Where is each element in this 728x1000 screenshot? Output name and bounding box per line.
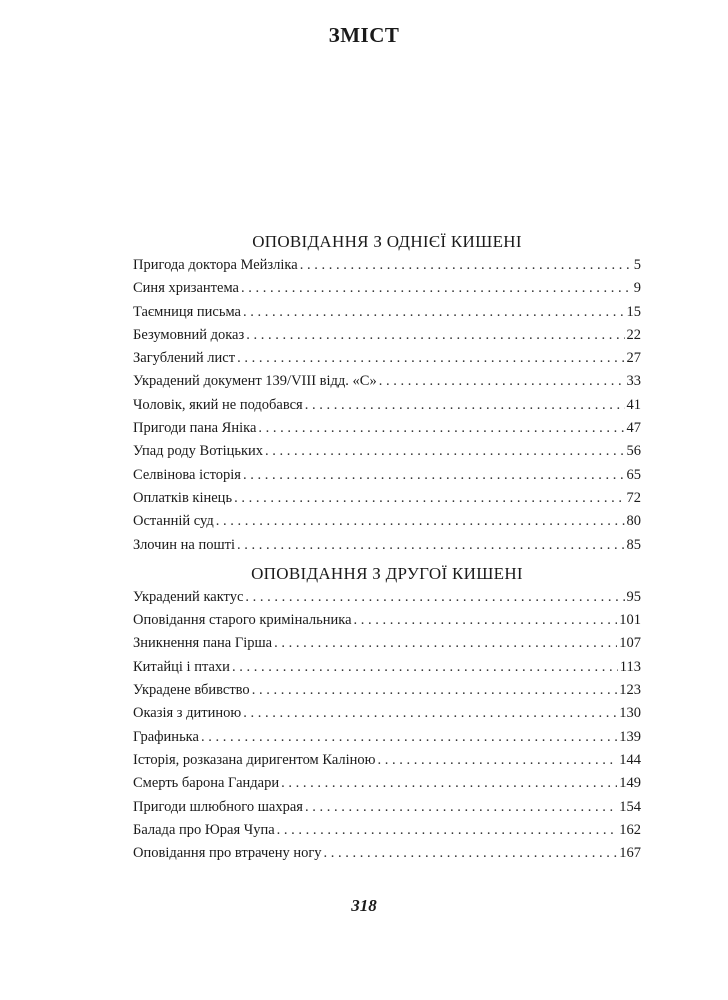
dot-leader — [232, 656, 618, 679]
toc-entry-page-number: 65 — [626, 466, 641, 483]
dot-leader — [265, 440, 624, 463]
toc-entry-page-number: 41 — [626, 396, 641, 413]
toc-entry[interactable] — [133, 656, 641, 679]
toc-entry-page-number: 154 — [619, 798, 641, 815]
toc-entry-title: Злочин на пошті — [133, 536, 235, 553]
toc-entry-title: Украдений документ 139/VIII відд. «С» — [133, 373, 377, 390]
toc-entry[interactable] — [133, 324, 641, 347]
toc-entry-page-number: 123 — [619, 682, 641, 699]
toc-entry-title: Смерть барона Гандари — [133, 775, 280, 792]
toc-entry-title: Китайці і птахи — [133, 658, 230, 675]
dot-leader — [274, 632, 617, 655]
dot-leader — [281, 772, 617, 795]
dot-leader — [243, 464, 625, 487]
dot-leader — [246, 324, 624, 347]
toc-entry[interactable] — [133, 586, 641, 609]
toc-entry[interactable] — [133, 510, 641, 533]
dot-leader — [305, 796, 617, 819]
dot-leader — [201, 726, 617, 749]
dot-leader — [243, 301, 625, 324]
toc-entry-page-number: 101 — [619, 612, 641, 629]
dot-leader — [237, 534, 625, 557]
toc-entry[interactable] — [133, 842, 641, 865]
toc-entry-title: Історія, розказана диригентом Каліною — [133, 751, 376, 768]
toc-entry[interactable] — [133, 796, 641, 819]
toc-entry-title: Оповідання старого кримінальника — [133, 612, 352, 629]
dot-leader — [243, 702, 617, 725]
dot-leader — [237, 347, 624, 370]
toc-entry[interactable] — [133, 772, 641, 795]
dot-leader — [354, 609, 618, 632]
toc-entry[interactable] — [133, 702, 641, 725]
dot-leader — [245, 586, 624, 609]
toc-entry[interactable] — [133, 370, 641, 393]
toc-entry[interactable] — [133, 277, 641, 300]
toc-entry-page-number: 27 — [626, 350, 641, 367]
dot-leader — [300, 254, 632, 277]
toc-entry-title: Останній суд — [133, 513, 214, 530]
toc-entry-title: Украдений кактус — [133, 588, 244, 605]
toc-entry[interactable] — [133, 632, 641, 655]
page-number: 318 — [351, 896, 377, 915]
section-heading-second: ОПОВІДАННЯ З ДРУГОЇ КИШЕНІ — [251, 563, 523, 583]
toc-entry-title: Синя хризантема — [133, 280, 239, 297]
toc-entry-page-number: 9 — [633, 280, 641, 297]
toc-entry-page-number: 149 — [619, 775, 641, 792]
dot-leader — [258, 417, 624, 440]
dot-leader — [324, 842, 618, 865]
toc-entry-page-number: 56 — [626, 443, 641, 460]
toc-entry-title: Балада про Юрая Чупа — [133, 821, 275, 838]
dot-leader — [241, 277, 632, 300]
page-title: ЗМІСТ — [328, 23, 400, 47]
dot-leader — [216, 510, 625, 533]
toc-entry-title: Зникнення пана Гірша — [133, 635, 273, 652]
toc-entry[interactable] — [133, 749, 641, 772]
dot-leader — [378, 749, 618, 772]
toc-entry[interactable] — [133, 394, 641, 417]
toc-entry-title: Чоловік, який не подобався — [133, 396, 303, 413]
toc-entry[interactable] — [133, 440, 641, 463]
toc-entry-page-number: 139 — [619, 728, 641, 745]
toc-entry-page-number: 80 — [626, 513, 641, 530]
toc-entry[interactable] — [133, 726, 641, 749]
toc-entry-page-number: 5 — [633, 257, 641, 273]
toc-entry-title: Упад роду Вотіцьких — [133, 443, 264, 460]
toc-entry[interactable] — [133, 679, 641, 702]
dot-leader — [379, 370, 625, 393]
toc-entry-page-number: 33 — [626, 373, 641, 390]
toc-entry-title: Украдене вбивство — [133, 682, 250, 699]
toc-entry-page-number: 167 — [619, 845, 641, 862]
toc-entry-title: Селвінова історія — [133, 466, 241, 483]
section-heading-first: ОПОВІДАННЯ З ОДНІЄЇ КИШЕНІ — [252, 232, 522, 251]
toc-entry-title: Оплатків кінець — [133, 489, 233, 506]
toc-entry[interactable] — [133, 487, 641, 510]
toc-entry-page-number: 47 — [626, 420, 641, 437]
toc-entry-page-number: 107 — [619, 635, 641, 652]
dot-leader — [252, 679, 618, 702]
toc-entry-page-number: 113 — [619, 658, 641, 675]
toc-entry-title: Загублений лист — [133, 350, 236, 367]
toc-entry-page-number: 15 — [626, 303, 641, 320]
toc-entry-title: Оповідання про втрачену ногу — [133, 845, 322, 862]
dot-leader — [234, 487, 624, 510]
toc-entry[interactable] — [133, 417, 641, 440]
toc-entry[interactable] — [133, 534, 641, 557]
toc-entry-title: Таємниця письма — [133, 303, 241, 320]
toc-entry-page-number: 144 — [619, 751, 641, 768]
toc-entry-title: Оказія з дитиною — [133, 705, 242, 722]
toc-entry[interactable] — [133, 464, 641, 487]
toc-entry-title: Графинька — [133, 728, 199, 745]
dot-leader — [305, 394, 625, 417]
toc-entry-title: Безумовний доказ — [133, 326, 245, 343]
toc-entry-title: Пригода доктора Мейзліка — [133, 257, 298, 273]
section-list-second — [133, 586, 641, 866]
dot-leader — [277, 819, 618, 842]
toc-entry[interactable] — [133, 819, 641, 842]
section-list-first — [133, 254, 641, 557]
toc-entry-page-number: 22 — [626, 326, 641, 343]
toc-entry-page-number: 95 — [626, 588, 641, 605]
toc-entry-page-number: 72 — [626, 489, 641, 506]
toc-entry-title: Пригоди пана Яніка — [133, 420, 257, 437]
toc-entry-page-number: 130 — [619, 705, 641, 722]
toc-entry-title: Пригоди шлюбного шахрая — [133, 798, 303, 815]
toc-entry-page-number: 162 — [619, 821, 641, 838]
toc-entry[interactable] — [133, 347, 641, 370]
toc-entry-page-number: 85 — [626, 536, 641, 553]
toc-entry[interactable] — [133, 254, 641, 277]
toc-entry[interactable] — [133, 301, 641, 324]
toc-entry[interactable] — [133, 609, 641, 632]
table-of-contents — [133, 230, 641, 865]
